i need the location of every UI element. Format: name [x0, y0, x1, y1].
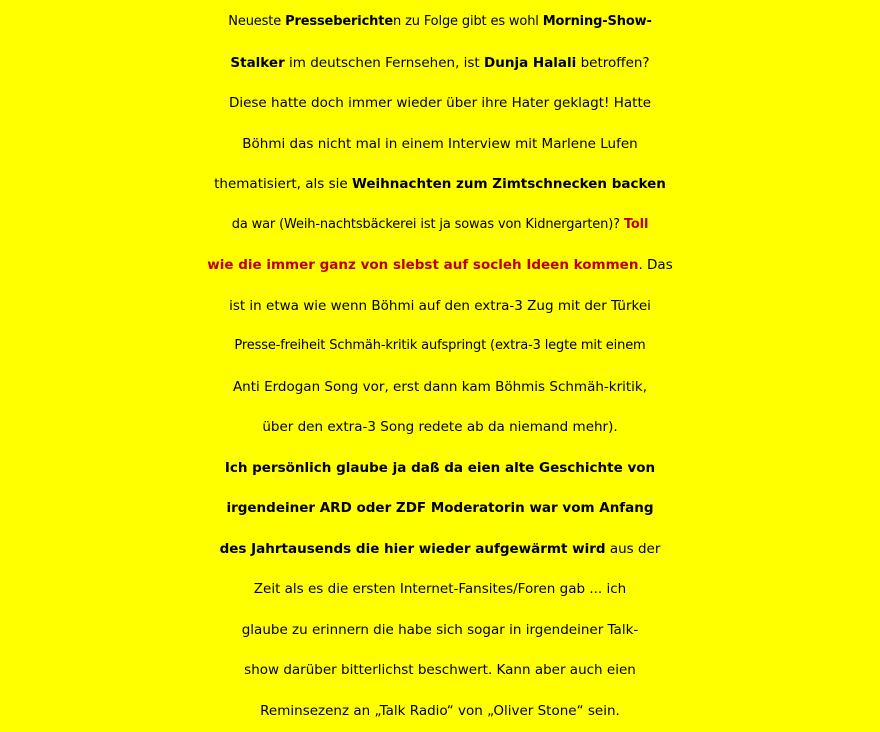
- text-run: Anti Erdogan Song vor, erst dann kam Böhmis Schmäh-kritik,: [232, 378, 648, 395]
- text-line-11: [0, 407, 880, 448]
- text-line-10: [0, 367, 880, 408]
- text-run: über den extra-3 Song redete ab da niemand mehr).: [262, 419, 618, 435]
- text-run: Zeit als es die ersten Internet-Fansites/Foren gab ... ich: [253, 581, 627, 597]
- text-run-bold: Morning-Show-: [542, 14, 652, 29]
- text-run-red: Toll: [623, 216, 649, 232]
- text-line-8: [0, 286, 880, 327]
- text-run: Böhmi das nicht mal in einem Interview mit Marlene Lufen: [242, 135, 638, 152]
- text-run: n zu Folge gibt es wohl: [393, 14, 543, 29]
- text-line-13: [0, 488, 880, 529]
- text-line-1: [0, 2, 880, 43]
- text-run: aus der: [605, 540, 661, 557]
- text-line-14: [0, 529, 880, 570]
- text-run-bold: irgendeiner ARD oder ZDF Moderatorin war vom Anfang: [226, 500, 654, 516]
- text-line-7: [0, 245, 880, 286]
- text-line-4: [0, 124, 880, 165]
- text-run: im deutschen Fernsehen, ist: [284, 54, 485, 71]
- text-run-bold: Presseberichte: [285, 14, 393, 29]
- text-run: betroffen?: [576, 54, 650, 71]
- text-run: ist in etwa wie wenn Böhmi auf den extra-3 Zug mit der Türkei: [229, 297, 651, 314]
- text-run: show darüber bitterlichst beschwert. Kann aber auch eien: [244, 662, 636, 678]
- text-run: Diese hatte doch immer wieder über ihre Hater geklagt! Hatte: [228, 95, 652, 111]
- text-line-6: [0, 205, 880, 246]
- text-line-12: [0, 448, 880, 489]
- text-line-2: [0, 43, 880, 84]
- text-line-5: [0, 164, 880, 205]
- text-run-bold: Stalker: [230, 54, 285, 71]
- text-run-bold: Dunja Halali: [484, 54, 577, 71]
- text-run-red: wie die immer ganz von slebst auf socleh Ideen kommen: [207, 257, 639, 273]
- text-line-18: [0, 691, 880, 732]
- text-line-15: [0, 569, 880, 610]
- text-run-bold: des Jahrtausends die hier wieder aufgewärmt wird: [219, 540, 606, 557]
- text-run: Reminsezenz an „Talk Radio“ von „Oliver Stone“ sein.: [260, 702, 620, 719]
- text-run: glaube zu erinnern die habe sich sogar in irgendeiner Talk-: [241, 621, 639, 638]
- text-line-3: [0, 83, 880, 124]
- text-run: da war (Weih-nachtsbäckerei ist ja sowas von Kidnergarten)?: [231, 216, 624, 232]
- text-line-17: [0, 650, 880, 691]
- text-run: . Das: [638, 257, 673, 273]
- text-run-bold: Ich persönlich glaube ja daß da eien alte Geschichte von: [224, 459, 656, 476]
- text-line-9: [0, 326, 880, 367]
- text-line-16: [0, 610, 880, 651]
- text-run-bold: Weihnachten zum Zimtschnecken backen: [351, 176, 666, 192]
- text-run: Presse-freiheit Schmäh-kritik aufspringt (extra-3 legte mit einem: [234, 338, 646, 353]
- text-run: Neueste: [228, 14, 286, 29]
- text-run: thematisiert, als sie: [214, 176, 352, 192]
